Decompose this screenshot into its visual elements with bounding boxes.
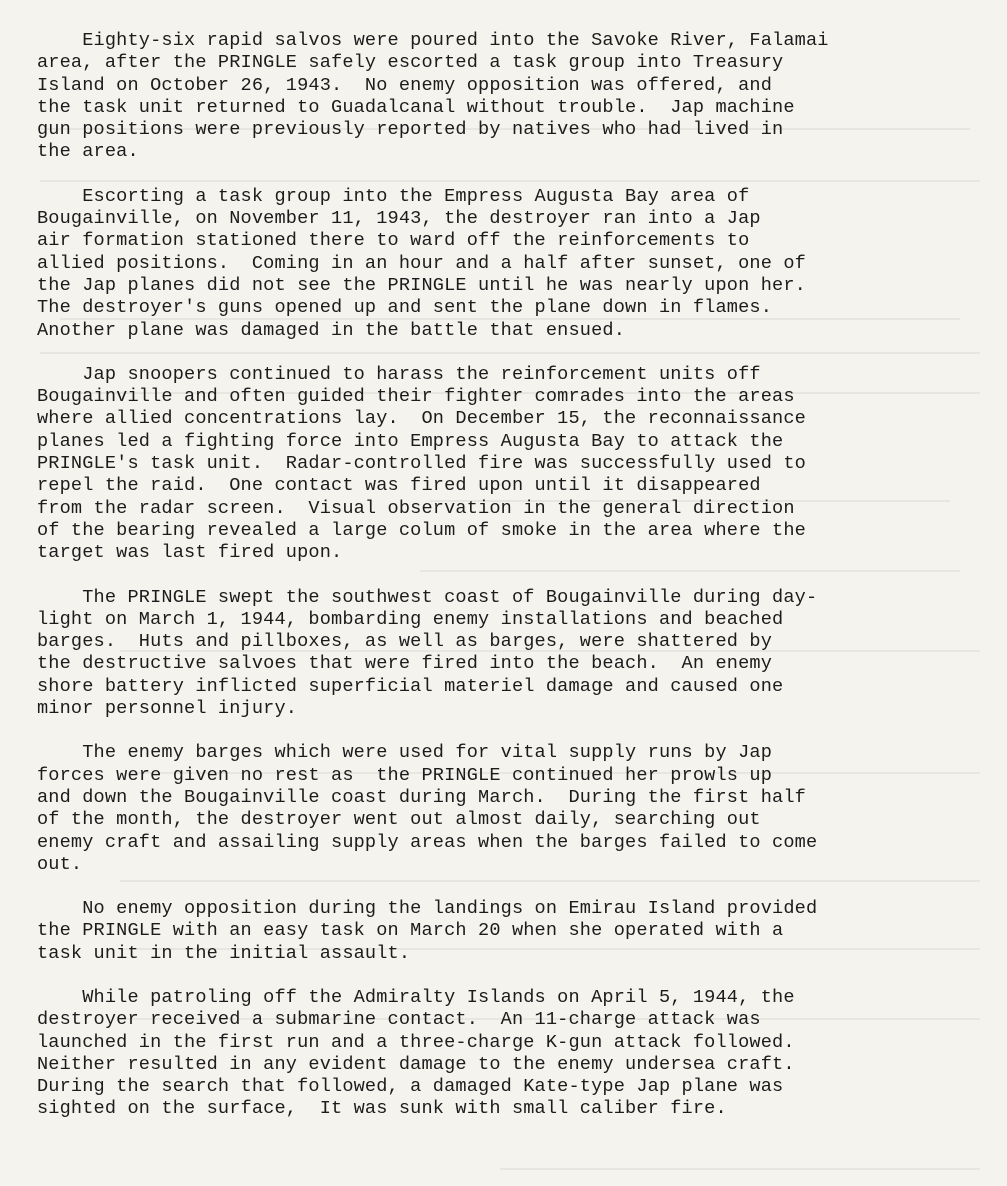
text-line: The PRINGLE swept the southwest coast of Bougainville during day- [37,586,818,608]
text-line: Eighty-six rapid salvos were poured into the Savoke River, Falamai [37,30,829,51]
text-line: The destroyer's guns opened up and sent the plane down in flames. [37,297,773,319]
paragraph-enemy-barges [37,742,982,876]
text-line: area, after the PRINGLE safely escorted a task group into Treasury [37,52,784,74]
text-line: Bougainville, on November 11, 1943, the destroyer ran into a Jap [37,208,761,230]
text-line: barges. Huts and pillboxes, as well as barges, were shattered by [37,631,773,653]
text-line: Bougainville and often guided their fighter comrades into the areas [37,386,795,408]
text-line: light on March 1, 1944, bombarding enemy installations and beached [37,608,784,630]
text-line: forces were given no rest as the PRINGLE continued her prowls up [37,764,773,786]
text-line: shore battery inflicted superficial materiel damage and caused one [37,675,784,697]
text-line: where allied concentrations lay. On December 15, the reconnaissance [37,408,806,430]
text-line: repel the raid. One contact was fired upon until it disappeared [37,475,761,497]
paragraph-empress-augusta-bay [37,186,982,342]
text-line: During the search that followed, a damaged Kate-type Jap plane was [37,1076,784,1098]
text-line: the destructive salvoes that were fired into the beach. An enemy [37,653,773,675]
text-line: Neither resulted in any evident damage to the enemy undersea craft. [37,1053,795,1075]
paragraph-jap-snoopers [37,364,982,565]
document-body [37,30,982,1143]
paragraph-southwest-coast [37,587,982,721]
text-line: and down the Bougainville coast during March. During the first half [37,786,806,808]
text-line: target was last fired upon. [37,542,343,564]
text-line: Island on October 26, 1943. No enemy opposition was offered, and [37,74,773,96]
text-line: launched in the first run and a three-charge K-gun attack followed. [37,1031,795,1053]
paragraph-admiralty-islands [37,987,982,1121]
text-line: the Jap planes did not see the PRINGLE until he was nearly upon her. [37,274,806,296]
paragraph-treasury-island [37,30,982,164]
text-line: While patroling off the Admiralty Islands on April 5, 1944, the [37,986,795,1008]
text-line: from the radar screen. Visual observation in the general direction [37,497,795,519]
text-line: allied positions. Coming in an hour and a half after sunset, one of [37,252,806,274]
text-line: Another plane was damaged in the battle that ensued. [37,319,626,341]
text-line: air formation stationed there to ward off the reinforcements to [37,230,750,252]
text-line: destroyer received a submarine contact. An 11-charge attack was [37,1009,761,1031]
text-line: sighted on the surface, It was sunk with small caliber fire. [37,1098,727,1120]
text-line: Jap snoopers continued to harass the reinforcement units off [37,363,761,385]
text-line: the PRINGLE with an easy task on March 20 when she operated with a [37,920,784,942]
text-line: enemy craft and assailing supply areas when the barges failed to come [37,831,818,853]
text-line: gun positions were previously reported by natives who had lived in [37,119,784,141]
text-line: of the month, the destroyer went out almost daily, searching out [37,809,761,831]
text-line: planes led a fighting force into Empress Augusta Bay to attack the [37,430,784,452]
text-line: No enemy opposition during the landings on Emirau Island provided [37,898,818,920]
text-line: the area. [37,141,139,163]
text-line: PRINGLE's task unit. Radar-controlled fire was successfully used to [37,453,806,475]
paragraph-emirau-island [37,898,982,965]
text-line: Escorting a task group into the Empress Augusta Bay area of [37,185,750,207]
text-line: The enemy barges which were used for vital supply runs by Jap [37,742,773,764]
text-line: task unit in the initial assault. [37,942,411,964]
text-line: minor personnel injury. [37,698,298,720]
text-line: the task unit returned to Guadalcanal without trouble. Jap machine [37,96,795,118]
text-line: of the bearing revealed a large colum of smoke in the area where the [37,519,806,541]
text-line: out. [37,853,83,875]
